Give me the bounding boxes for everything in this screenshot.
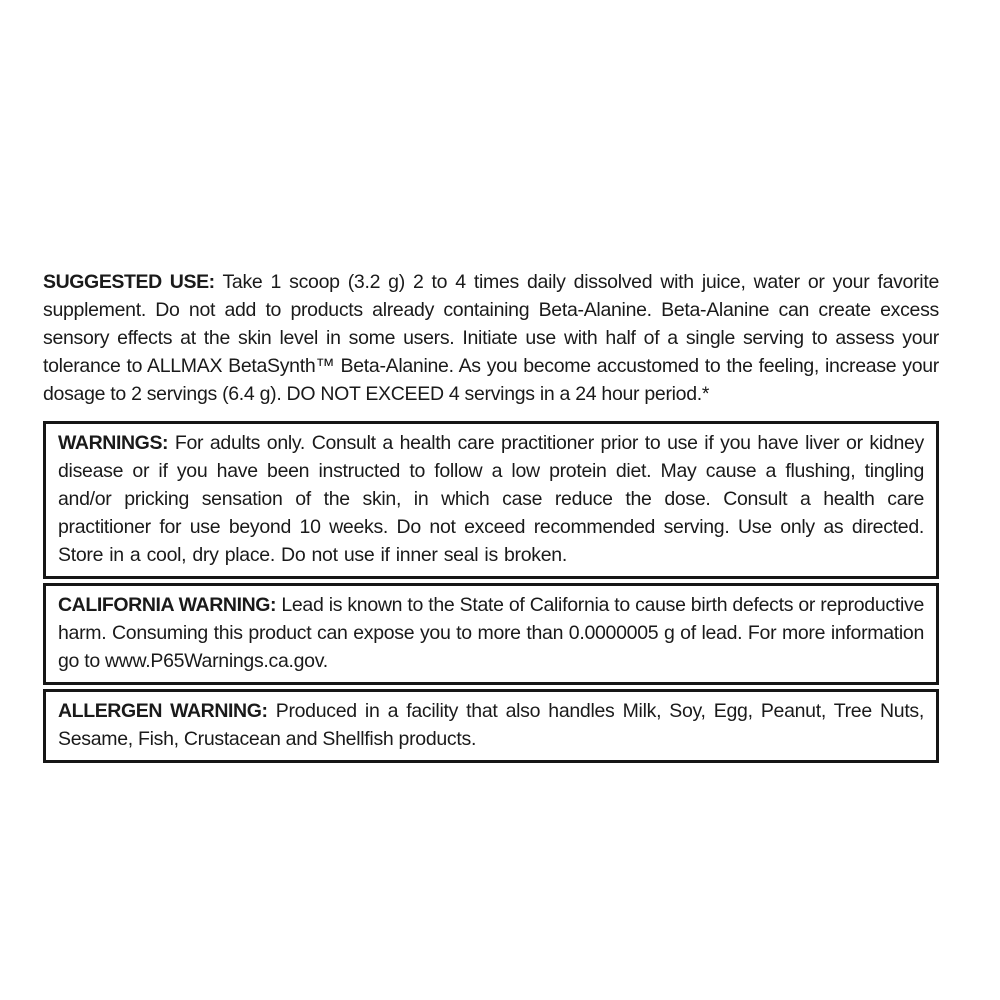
california-warning-heading: CALIFORNIA WARNING: [58, 594, 277, 616]
suggested-use-body: Take 1 scoop (3.2 g) 2 to 4 times daily dissolved with juice, water or your favorite supplement. Do not add to products already containing Beta-Alanine. Beta-Alanine can create excess sensory effects at the skin level in some users. Initiate use with half of a single serving to assess your tolerance to ALLMAX BetaSynth™ Beta-Alanine. As you become accustomed to the feeling, increase your dosage to 2 servings (6.4 g). DO NOT EXCEED 4 servings in a 24 hour period.* [43, 271, 939, 405]
allergen-warning-paragraph [58, 697, 924, 753]
suggested-use-section [43, 268, 939, 408]
warnings-box [43, 421, 939, 579]
allergen-warning-box [43, 689, 939, 763]
warnings-body: For adults only. Consult a health care practitioner prior to use if you have liver or kidney disease or if you have been instructed to follow a low protein diet. May cause a flushing, tingling and/or pricking sensation of the skin, in which case reduce the dose. Consult a health care practitioner for use beyond 10 weeks. Do not exceed recommended serving. Use only as directed. Store in a cool, dry place. Do not use if inner seal is broken. [58, 432, 925, 566]
warnings-paragraph [58, 429, 924, 569]
allergen-warning-body: Produced in a facility that also handles Milk, Soy, Egg, Peanut, Tree Nuts, Sesame, Fish, Crustacean and Shellfish products. [58, 700, 925, 750]
california-warning-body: Lead is known to the State of California to cause birth defects or reproductive harm. Consuming this product can expose you to more than 0.0000005 g of lead. For more information go to www.P65Warnings.ca.gov. [58, 594, 924, 672]
allergen-warning-heading: ALLERGEN WARNING: [58, 700, 268, 722]
california-warning-paragraph [58, 591, 924, 675]
warnings-heading: WARNINGS: [58, 432, 169, 454]
suggested-use-heading: SUGGESTED USE: [43, 271, 215, 293]
california-warning-box [43, 583, 939, 685]
suggested-use-paragraph [43, 268, 939, 408]
label-content-column [43, 268, 939, 763]
